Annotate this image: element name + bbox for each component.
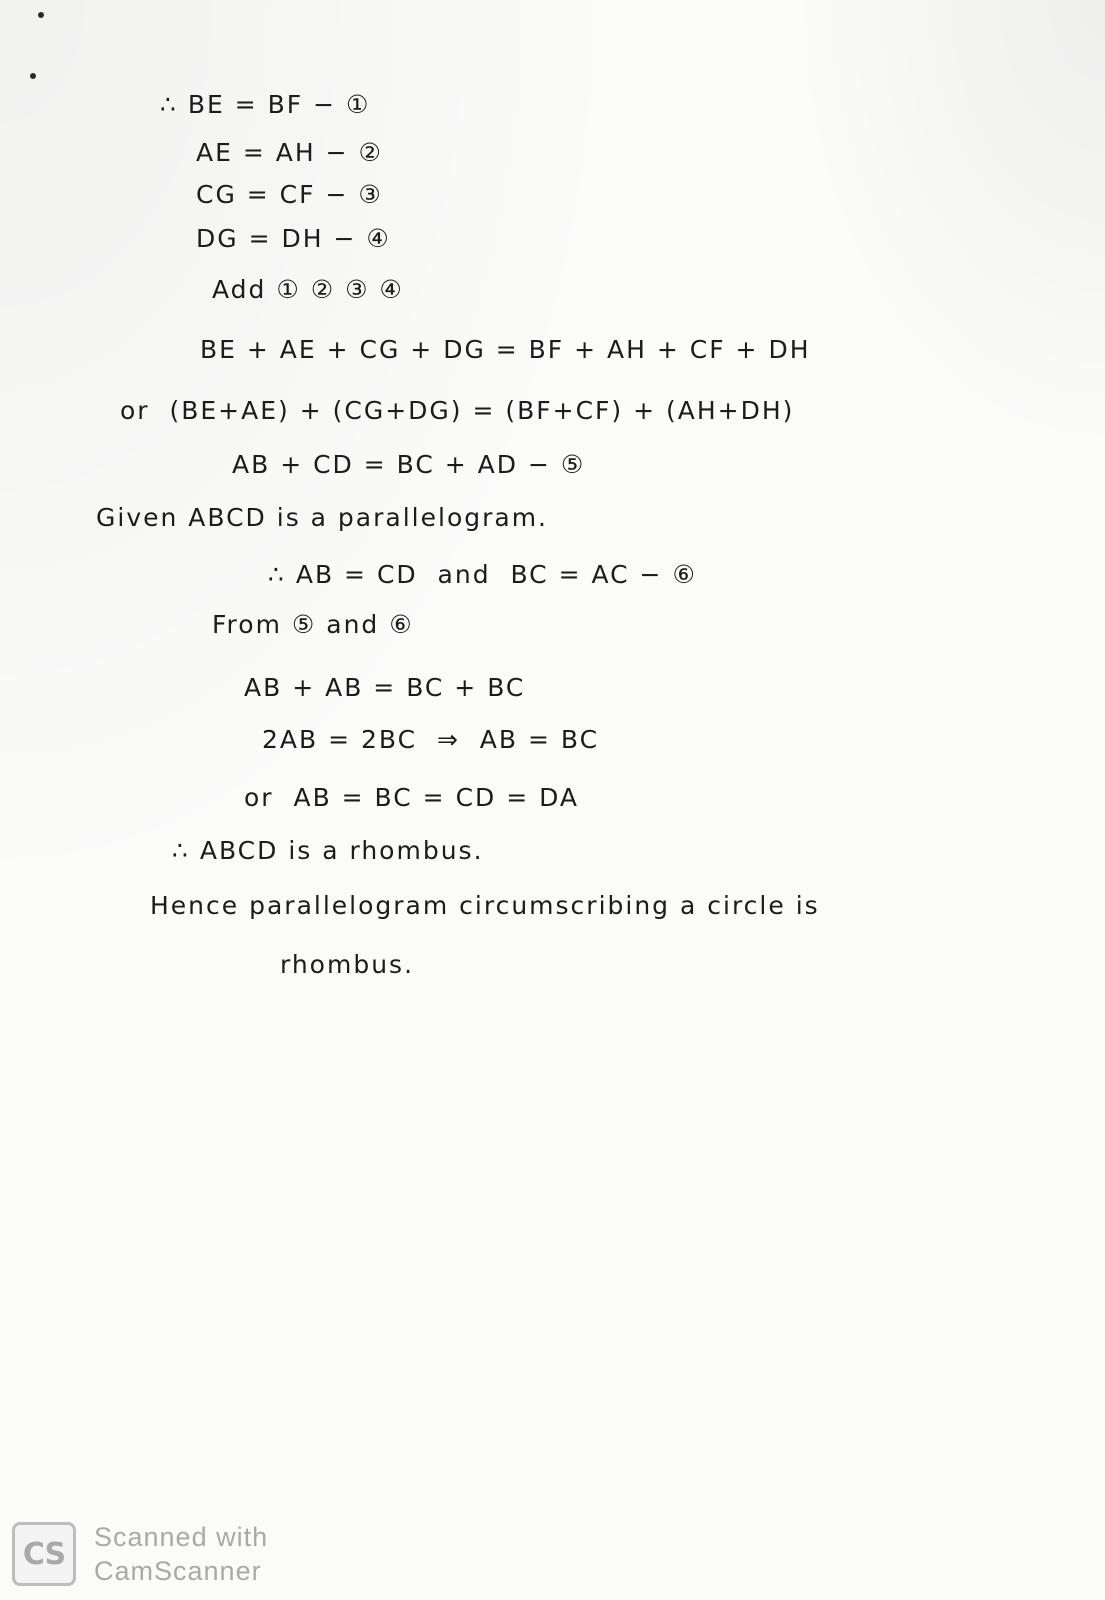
proof-line-17: rhombus.: [280, 950, 415, 979]
proof-line-2: AE = AH − ②: [196, 138, 383, 167]
proof-line-11: From ⑤ and ⑥: [212, 610, 414, 639]
proof-line-12: AB + AB = BC + BC: [244, 673, 526, 702]
proof-line-8: AB + CD = BC + AD − ⑤: [232, 450, 586, 479]
proof-line-9: Given ABCD is a parallelogram.: [96, 503, 549, 532]
proof-line-10: ∴ AB = CD and BC = AC − ⑥: [268, 560, 697, 589]
proof-line-1: ∴ BE = BF − ①: [160, 90, 371, 119]
proof-line-6: BE + AE + CG + DG = BF + AH + CF + DH: [200, 335, 811, 364]
proof-line-5: Add ① ② ③ ④: [212, 275, 404, 304]
camscanner-logo-text: CS: [22, 1536, 66, 1572]
proof-line-15: ∴ ABCD is a rhombus.: [172, 836, 484, 865]
ink-speck: [30, 73, 36, 79]
camscanner-watermark: [12, 1522, 268, 1586]
proof-line-16: Hence parallelogram circumscribing a circle is: [150, 891, 820, 920]
camscanner-logo-icon: [12, 1522, 76, 1586]
proof-line-4: DG = DH − ④: [196, 224, 391, 253]
proof-line-3: CG = CF − ③: [196, 180, 383, 209]
proof-line-7: or (BE+AE) + (CG+DG) = (BF+CF) + (AH+DH): [120, 396, 795, 425]
proof-line-13: 2AB = 2BC ⇒ AB = BC: [262, 725, 600, 754]
ink-speck: [38, 12, 44, 18]
proof-line-14: or AB = BC = CD = DA: [244, 783, 580, 812]
watermark-text: [94, 1520, 268, 1588]
watermark-line-1: Scanned with: [94, 1522, 269, 1552]
watermark-line-2: CamScanner: [94, 1556, 262, 1586]
